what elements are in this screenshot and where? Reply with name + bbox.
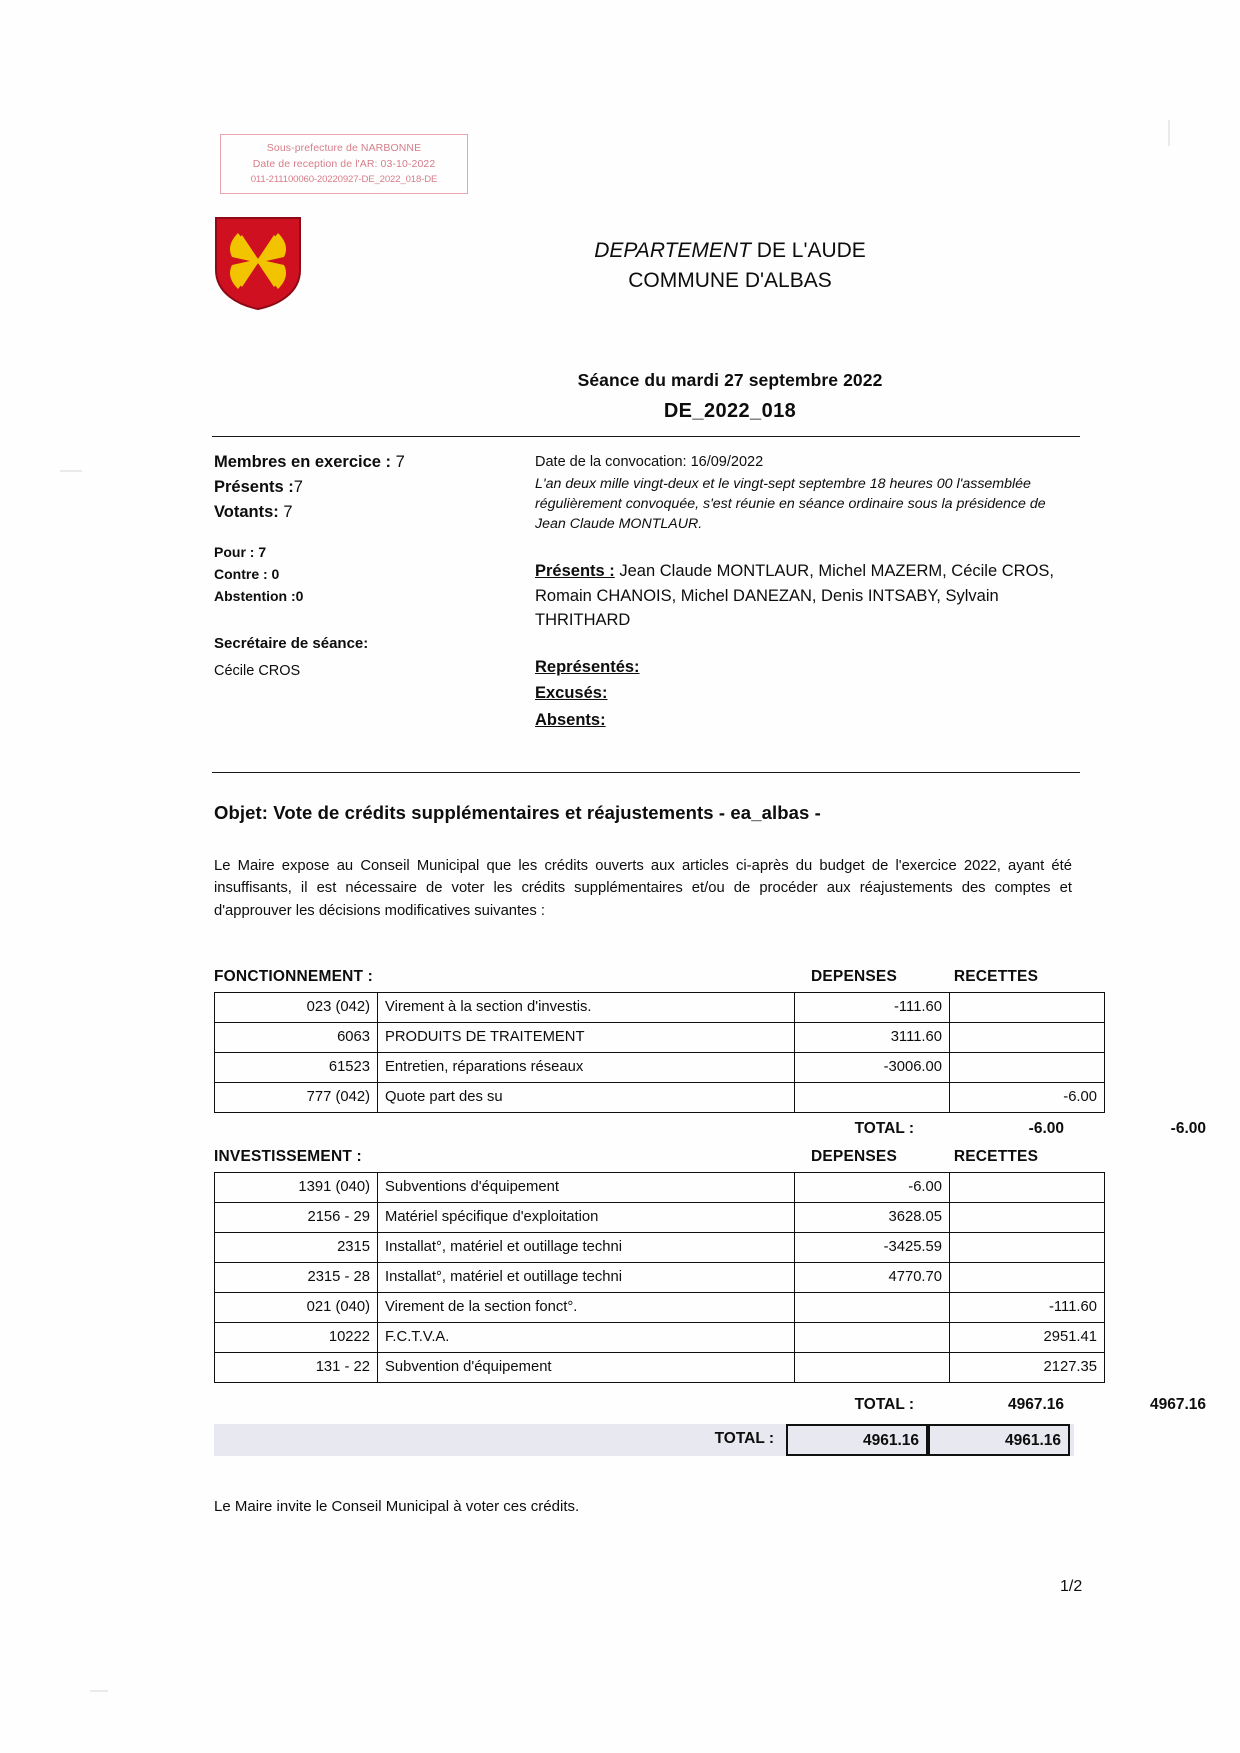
grand-total-recettes: 4961.16 — [928, 1424, 1070, 1456]
row-recettes-value — [950, 1203, 1105, 1233]
row-recettes-value — [950, 1173, 1105, 1203]
investissement-col-depenses: DEPENSES — [810, 1148, 898, 1165]
convocation-block — [535, 452, 1055, 734]
grand-total-row — [214, 1424, 1074, 1456]
row-account-label: Matériel spécifique d'exploitation — [378, 1203, 795, 1233]
row-account-label: Installat°, matériel et outillage techni — [378, 1263, 795, 1293]
row-depenses-value — [795, 1293, 950, 1323]
presents-roster-names: Jean Claude MONTLAUR, Michel MAZERM, Cécile CROS, Romain CHANOIS, Michel DANEZAN, Denis INTSABY, Sylvain THRITHARD — [535, 562, 1054, 629]
convocation-date: Date de la convocation: 16/09/2022 — [535, 454, 764, 470]
table-row — [215, 1083, 1105, 1113]
fonctionnement-total-depenses: -6.00 — [1028, 1120, 1064, 1137]
row-depenses-value: -111.60 — [795, 993, 950, 1023]
deliberation-reference: DE_2022_018 — [663, 400, 797, 422]
convocation-paragraph: L'an deux mille vingt-deux et le vingt-sept septembre 18 heures 00 l'assemblée régulièrement convoquée, s'est réunie en séance ordinaire sous la présidence de Jean Claude MONTLAUR. — [535, 476, 1046, 533]
row-account-label: Subvention d'équipement — [378, 1353, 795, 1383]
table-row — [215, 1233, 1105, 1263]
row-depenses-value — [795, 1323, 950, 1353]
votants-label: Votants: — [214, 503, 279, 522]
investissement-label: INVESTISSEMENT : — [214, 1148, 362, 1165]
presents-label: Présents : — [214, 478, 294, 497]
investissement-table — [214, 1172, 1105, 1383]
invite-paragraph: Le Maire invite le Conseil Municipal à voter ces crédits. — [214, 1498, 580, 1515]
fonctionnement-label: FONCTIONNEMENT : — [214, 968, 374, 985]
investissement-total-depenses: 4967.16 — [1007, 1396, 1064, 1413]
row-account-code: 61523 — [215, 1053, 378, 1083]
presents-value: 7 — [293, 478, 303, 497]
table-row — [215, 993, 1105, 1023]
table-row — [215, 1353, 1105, 1383]
objet-divider — [212, 772, 1080, 773]
fonctionnement-total-recettes: -6.00 — [1170, 1120, 1206, 1137]
row-account-code: 023 (042) — [215, 993, 378, 1023]
membres-en-exercice — [214, 450, 514, 475]
row-depenses-value: -3425.59 — [795, 1233, 950, 1263]
stamp-line-prefecture: Sous-prefecture de NARBONNE — [266, 142, 422, 154]
row-account-code: 777 (042) — [215, 1083, 378, 1113]
absence-headings — [535, 654, 1055, 734]
row-recettes-value: -6.00 — [950, 1083, 1105, 1113]
scan-artifact — [1168, 120, 1170, 146]
investissement-col-recettes: RECETTES — [953, 1148, 1039, 1165]
fonctionnement-tbody — [215, 993, 1105, 1113]
reception-stamp — [220, 134, 468, 194]
representes-label: Représentés: — [535, 657, 640, 676]
fonctionnement-header — [214, 968, 1074, 986]
row-recettes-value: 2127.35 — [950, 1353, 1105, 1383]
grand-total-label: TOTAL : — [714, 1430, 774, 1447]
table-row — [215, 1203, 1105, 1233]
department-italic: DEPARTEMENT — [594, 239, 751, 262]
row-depenses-value: 4770.70 — [795, 1263, 950, 1293]
row-depenses-value: 3628.05 — [795, 1203, 950, 1233]
stamp-line-date: Date de reception de l'AR: 03-10-2022 — [252, 158, 436, 171]
row-account-code: 021 (040) — [215, 1293, 378, 1323]
stamp-line-reference: 011-211100060-20220927-DE_2022_018-DE — [250, 173, 438, 185]
excuses-label: Excusés: — [535, 684, 608, 703]
table-row — [215, 1263, 1105, 1293]
row-depenses-value — [795, 1353, 950, 1383]
attendance-summary — [214, 450, 514, 682]
row-account-code: 10222 — [215, 1323, 378, 1353]
row-recettes-value — [950, 1023, 1105, 1053]
table-row — [215, 1323, 1105, 1353]
row-account-code: 131 - 22 — [215, 1353, 378, 1383]
row-depenses-value — [795, 1083, 950, 1113]
scan-artifact — [60, 470, 82, 472]
investissement-tbody — [215, 1173, 1105, 1383]
seance-block — [420, 370, 1040, 423]
row-account-label: Virement de la section fonct°. — [378, 1293, 795, 1323]
header-divider — [212, 436, 1080, 437]
expose-paragraph: Le Maire expose au Conseil Municipal que les crédits ouverts aux articles ci-après du budget de l'exercice 2022, ayant été insuffisants, il est nécessaire de voter les crédits supplémentaires et/ou de procéder aux réajustements des comptes et d'approuver les décisions modificatives suivantes : — [214, 858, 1072, 919]
row-recettes-value — [950, 993, 1105, 1023]
row-account-code: 2315 - 28 — [215, 1263, 378, 1293]
row-recettes-value — [950, 1233, 1105, 1263]
document-header — [420, 236, 1040, 297]
fonctionnement-total-label: TOTAL : — [854, 1120, 914, 1137]
investissement-total-label: TOTAL : — [854, 1396, 914, 1413]
row-depenses-value: -3006.00 — [795, 1053, 950, 1083]
row-recettes-value — [950, 1263, 1105, 1293]
membres-value: 7 — [391, 453, 405, 471]
table-row — [215, 1293, 1105, 1323]
fonctionnement-col-recettes: RECETTES — [953, 968, 1039, 985]
row-recettes-value: 2951.41 — [950, 1323, 1105, 1353]
presents-roster — [535, 559, 1055, 631]
table-row — [215, 1173, 1105, 1203]
row-account-label: Quote part des su — [378, 1083, 795, 1113]
row-account-label: Entretien, réparations réseaux — [378, 1053, 795, 1083]
row-recettes-value: -111.60 — [950, 1293, 1105, 1323]
coat-of-arms — [212, 215, 304, 312]
commune-line: COMMUNE D'ALBAS — [628, 269, 832, 293]
row-recettes-value — [950, 1053, 1105, 1083]
vote-abstention: Abstention :0 — [214, 587, 304, 604]
row-account-label: F.C.T.V.A. — [378, 1323, 795, 1353]
seance-date: Séance du mardi 27 septembre 2022 — [577, 370, 883, 390]
table-row — [215, 1023, 1105, 1053]
investissement-header — [214, 1148, 1074, 1166]
department-line — [420, 236, 1040, 266]
votants-count — [214, 500, 514, 525]
grand-total-depenses: 4961.16 — [786, 1424, 928, 1456]
page-title: Objet: Vote de crédits supplémentaires et réajustements - ea_albas - — [214, 802, 821, 823]
row-account-label: Virement à la section d'investis. — [378, 993, 795, 1023]
row-account-label: PRODUITS DE TRAITEMENT — [378, 1023, 795, 1053]
row-account-label: Installat°, matériel et outillage techni — [378, 1233, 795, 1263]
row-account-code: 2156 - 29 — [215, 1203, 378, 1233]
row-depenses-value: 3111.60 — [795, 1023, 950, 1053]
row-account-code: 2315 — [215, 1233, 378, 1263]
crest-icon — [212, 215, 304, 312]
vote-results — [214, 542, 514, 607]
table-row — [215, 1053, 1105, 1083]
secretaire-name: Cécile CROS — [214, 663, 301, 680]
secretaire-label: Secrétaire de séance: — [214, 635, 369, 653]
row-account-label: Subventions d'équipement — [378, 1173, 795, 1203]
row-depenses-value: -6.00 — [795, 1173, 950, 1203]
scan-artifact — [90, 1690, 108, 1692]
presents-roster-label: Présents : — [535, 562, 615, 581]
vote-pour: Pour : 7 — [214, 544, 267, 561]
vote-contre: Contre : 0 — [214, 565, 280, 582]
spacer — [214, 525, 514, 542]
absents-label: Absents: — [535, 711, 606, 730]
fonctionnement-table — [214, 992, 1105, 1113]
votants-value: 7 — [278, 503, 293, 522]
department-rest: DE L'AUDE — [750, 239, 866, 262]
page-number: 1/2 — [1060, 1578, 1083, 1595]
membres-label: Membres en exercice : — [214, 453, 392, 471]
row-account-code: 6063 — [215, 1023, 378, 1053]
row-account-code: 1391 (040) — [215, 1173, 378, 1203]
investissement-total-recettes: 4967.16 — [1149, 1396, 1206, 1413]
presents-count — [214, 475, 514, 500]
fonctionnement-col-depenses: DEPENSES — [810, 968, 898, 985]
